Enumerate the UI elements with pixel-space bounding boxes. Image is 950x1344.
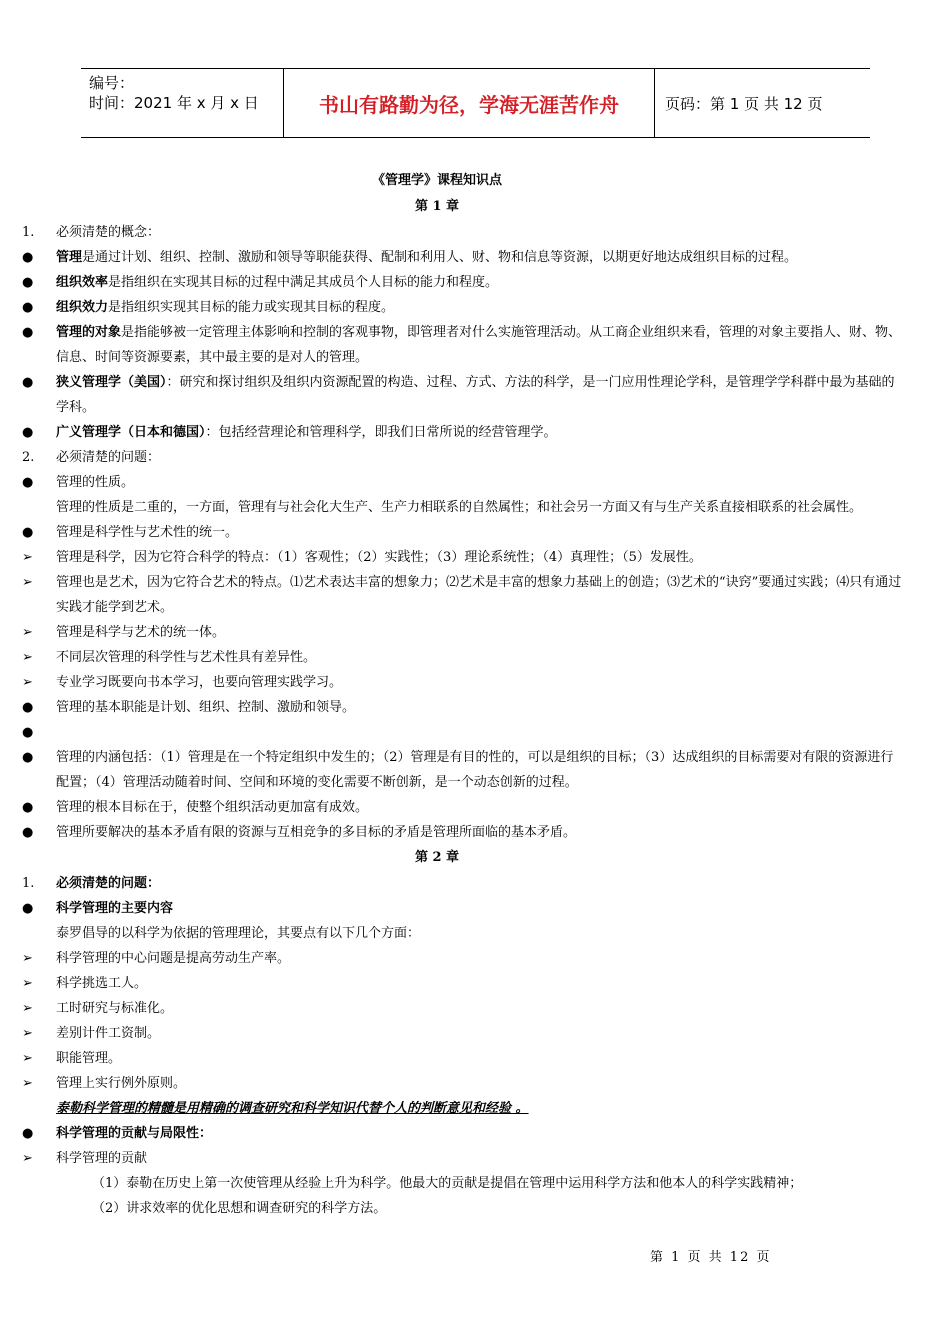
definition: 专业学习既要向书本学习，也要向管理实践学习。 xyxy=(56,675,343,690)
list-item xyxy=(22,320,902,370)
list-item xyxy=(22,1146,902,1171)
list-item xyxy=(22,495,902,520)
bullet-icon: ● xyxy=(22,1126,34,1141)
document-title: 《管理学》课程知识点 xyxy=(371,173,502,188)
list-item-text xyxy=(56,1046,902,1071)
definition: 科学管理的贡献 xyxy=(56,1151,148,1166)
list-item xyxy=(22,720,902,745)
definition: 管理的基本职能是计划、组织、控制、激励和领导。 xyxy=(56,700,356,715)
header-page-label: 页码：第 1 页 共 12 页 xyxy=(665,94,823,113)
list-item xyxy=(22,620,902,645)
arrow-bullet-icon: ➢ xyxy=(22,1001,33,1016)
term: 管理的对象 xyxy=(56,325,122,340)
arrow-bullet-icon: ➢ xyxy=(22,625,33,640)
list-item xyxy=(22,795,902,820)
bullet-icon: ● xyxy=(22,275,34,290)
list-item xyxy=(22,1046,902,1071)
list-item xyxy=(22,670,902,695)
definition: 管理是科学与艺术的统一体。 xyxy=(56,625,226,640)
list-item-text xyxy=(56,720,902,745)
list-item xyxy=(22,420,902,445)
term: 狭义管理学（美国） xyxy=(56,375,167,390)
page-header xyxy=(81,68,870,138)
term: 广义管理学（日本和德国） xyxy=(56,425,206,440)
bullet-icon: ● xyxy=(22,475,34,490)
document-body xyxy=(22,168,902,1221)
list-item-text xyxy=(56,921,902,946)
list-item xyxy=(22,220,902,245)
list-item xyxy=(22,570,902,620)
bullet-icon: ● xyxy=(22,725,34,740)
arrow-bullet-icon: ➢ xyxy=(22,1026,33,1041)
definition: 管理的内涵包括：（1）管理是在一个特定组织中发生的；（2）管理是有目的性的，可以是组织的目标；（3）达成组织的目标需要对有限的资源进行配置；（4）管理活动随着时间、空间和环境的变化需要不断创新，是一个动态创新的过程。 xyxy=(56,750,894,790)
arrow-bullet-icon: ➢ xyxy=(22,550,33,565)
list-item xyxy=(22,946,902,971)
term: 组织效率 xyxy=(56,275,109,290)
list-item-text xyxy=(56,370,902,420)
header-meta xyxy=(81,69,283,137)
term: 科学管理的主要内容 xyxy=(56,901,174,916)
list-item-text xyxy=(56,1021,902,1046)
definition: 管理是科学性与艺术性的统一。 xyxy=(56,525,239,540)
list-item xyxy=(22,470,902,495)
list-item-text xyxy=(56,220,902,245)
list-item-text xyxy=(56,445,902,470)
chapter-2-heading: 第 2 章 xyxy=(414,850,460,865)
list-item-text xyxy=(56,1071,902,1096)
page-footer: 第 1 页 共 12 页 xyxy=(650,1250,772,1265)
bullet-icon: ● xyxy=(22,800,34,815)
definition: 是指组织实现其目标的能力或实现其目标的程度。 xyxy=(108,300,395,315)
list-item-text xyxy=(56,745,902,795)
list-item-text xyxy=(56,295,902,320)
definition: 科学管理的中心问题是提高劳动生产率。 xyxy=(56,951,291,966)
list-item-text xyxy=(56,670,902,695)
list-item-text xyxy=(56,795,902,820)
emphasis-line: 泰勒科学管理的精髓是用精确的调查研究和科学知识代替个人的判断意见和经验 。 xyxy=(56,1101,529,1116)
arrow-bullet-icon: ➢ xyxy=(22,1076,33,1091)
list-item-text xyxy=(56,1121,902,1146)
list-item xyxy=(22,971,902,996)
list-item xyxy=(22,820,902,845)
arrow-bullet-icon: ➢ xyxy=(22,1051,33,1066)
list-number xyxy=(22,495,56,520)
list-item-text xyxy=(56,971,902,996)
list-number: 1. xyxy=(22,876,35,891)
list-item-text xyxy=(56,871,902,896)
bullet-icon: ● xyxy=(22,425,34,440)
list-item-text xyxy=(56,620,902,645)
term: 管理 xyxy=(56,250,83,265)
definition: 工时研究与标准化。 xyxy=(56,1001,174,1016)
bullet-icon: ● xyxy=(22,250,34,265)
bullet-icon: ● xyxy=(22,825,34,840)
bullet-icon: ● xyxy=(22,750,34,765)
term: 组织效力 xyxy=(56,300,109,315)
term: 必须清楚的问题： xyxy=(56,876,161,891)
arrow-bullet-icon: ➢ xyxy=(22,951,33,966)
list-item-text xyxy=(56,1146,902,1171)
list-item xyxy=(22,445,902,470)
definition: 管理的性质。 xyxy=(56,475,135,490)
definition: ：研究和探讨组织及组织内资源配置的构造、过程、方式、方法的科学，是一门应用性理论学科，是管理学学科群中最为基础的学科。 xyxy=(56,375,895,415)
list-item xyxy=(22,370,902,420)
list-item-text xyxy=(56,420,902,445)
sub-line: （2）讲求效率的优化思想和调查研究的科学方法。 xyxy=(92,1201,387,1216)
chapter-1-heading: 第 1 章 xyxy=(414,199,460,214)
definition: 管理所要解决的基本矛盾有限的资源与互相竞争的多目标的矛盾是管理所面临的基本矛盾。 xyxy=(56,825,577,840)
header-motto: 书山有路勤为径，学海无涯苦作舟 xyxy=(283,69,655,137)
definition: 管理的根本目标在于，使整个组织活动更加富有成效。 xyxy=(56,800,369,815)
chapter-2-content xyxy=(22,871,902,1096)
list-number xyxy=(22,921,56,946)
definition: 是通过计划、组织、控制、激励和领导等职能获得、配制和利用人、财、物和信息等资源，以期更好地达成组织目标的过程。 xyxy=(82,250,798,265)
list-number: 2. xyxy=(22,450,35,465)
list-item xyxy=(22,745,902,795)
bullet-icon: ● xyxy=(22,700,34,715)
definition: 差别计件工资制。 xyxy=(56,1026,161,1041)
definition: 必须清楚的问题： xyxy=(56,450,161,465)
list-item-text xyxy=(56,470,902,495)
list-item xyxy=(22,695,902,720)
definition: 泰罗倡导的以科学为依据的管理理论，其要点有以下几个方面： xyxy=(56,926,421,941)
list-item-text xyxy=(56,996,902,1021)
arrow-bullet-icon: ➢ xyxy=(22,1151,33,1166)
list-item-text xyxy=(56,320,902,370)
bullet-icon: ● xyxy=(22,901,34,916)
list-item-text xyxy=(56,545,902,570)
definition: 是指组织在实现其目标的过程中满足其成员个人目标的能力和程度。 xyxy=(108,275,499,290)
date-label: 时间：2021 年 x 月 x 日 xyxy=(89,94,259,112)
list-item xyxy=(22,295,902,320)
number-label: 编号： xyxy=(89,74,135,92)
list-item xyxy=(22,1121,902,1146)
list-item-text xyxy=(56,946,902,971)
list-item xyxy=(22,921,902,946)
list-item-text xyxy=(56,495,902,520)
list-item xyxy=(22,545,902,570)
list-item-text xyxy=(56,896,902,921)
list-item xyxy=(22,996,902,1021)
arrow-bullet-icon: ➢ xyxy=(22,675,33,690)
definition: 管理的性质是二重的，一方面，管理有与社会化大生产、生产力相联系的自然属性；和社会另一方面又有与生产关系直接相联系的社会属性。 xyxy=(56,500,863,515)
definition: 管理上实行例外原则。 xyxy=(56,1076,187,1091)
list-item xyxy=(22,1071,902,1096)
list-item xyxy=(22,871,902,896)
sub-line: （1）泰勒在历史上第一次使管理从经验上升为科学。他最大的贡献是提倡在管理中运用科学方法和他本人的科学实践精神； xyxy=(92,1176,803,1191)
bullet-icon: ● xyxy=(22,525,34,540)
bullet-icon: ● xyxy=(22,375,34,390)
list-item xyxy=(22,1021,902,1046)
definition: 科学挑选工人。 xyxy=(56,976,148,991)
definition: 不同层次管理的科学性与艺术性具有差异性。 xyxy=(56,650,317,665)
list-item xyxy=(22,645,902,670)
list-item-text xyxy=(56,245,902,270)
chapter-1-content xyxy=(22,220,902,845)
list-item-text xyxy=(56,695,902,720)
arrow-bullet-icon: ➢ xyxy=(22,650,33,665)
definition: ：包括经营理论和管理科学，即我们日常所说的经营管理学。 xyxy=(205,425,557,440)
list-item-text xyxy=(56,645,902,670)
list-item-text xyxy=(56,270,902,295)
list-item xyxy=(22,520,902,545)
definition: 管理也是艺术，因为它符合艺术的特点。⑴艺术表达丰富的想象力；⑵艺术是丰富的想象力基础上的创造；⑶艺术的“诀窍”要通过实践；⑷只有通过实践才能学到艺术。 xyxy=(56,575,902,615)
term: 科学管理的贡献与局限性： xyxy=(56,1126,213,1141)
bullet-icon: ● xyxy=(22,325,34,340)
contribution-section xyxy=(22,1121,902,1171)
definition: 是指能够被一定管理主体影响和控制的客观事物，即管理者对什么实施管理活动。从工商企业组织来看，管理的对象主要指人、财、物、信息、时间等资源要素，其中最主要的是对人的管理。 xyxy=(56,325,902,365)
definition: 管理是科学，因为它符合科学的特点：（1）客观性；（2）实践性；（3）理论系统性；（4）真理性；（5）发展性。 xyxy=(56,550,702,565)
list-item xyxy=(22,270,902,295)
definition: 必须清楚的概念： xyxy=(56,225,161,240)
definition: 职能管理。 xyxy=(56,1051,122,1066)
list-item xyxy=(22,896,902,921)
list-number: 1. xyxy=(22,225,35,240)
list-item-text xyxy=(56,570,902,620)
list-item-text xyxy=(56,520,902,545)
arrow-bullet-icon: ➢ xyxy=(22,976,33,991)
bullet-icon: ● xyxy=(22,300,34,315)
arrow-bullet-icon: ➢ xyxy=(22,575,33,590)
list-item-text xyxy=(56,820,902,845)
list-item xyxy=(22,245,902,270)
